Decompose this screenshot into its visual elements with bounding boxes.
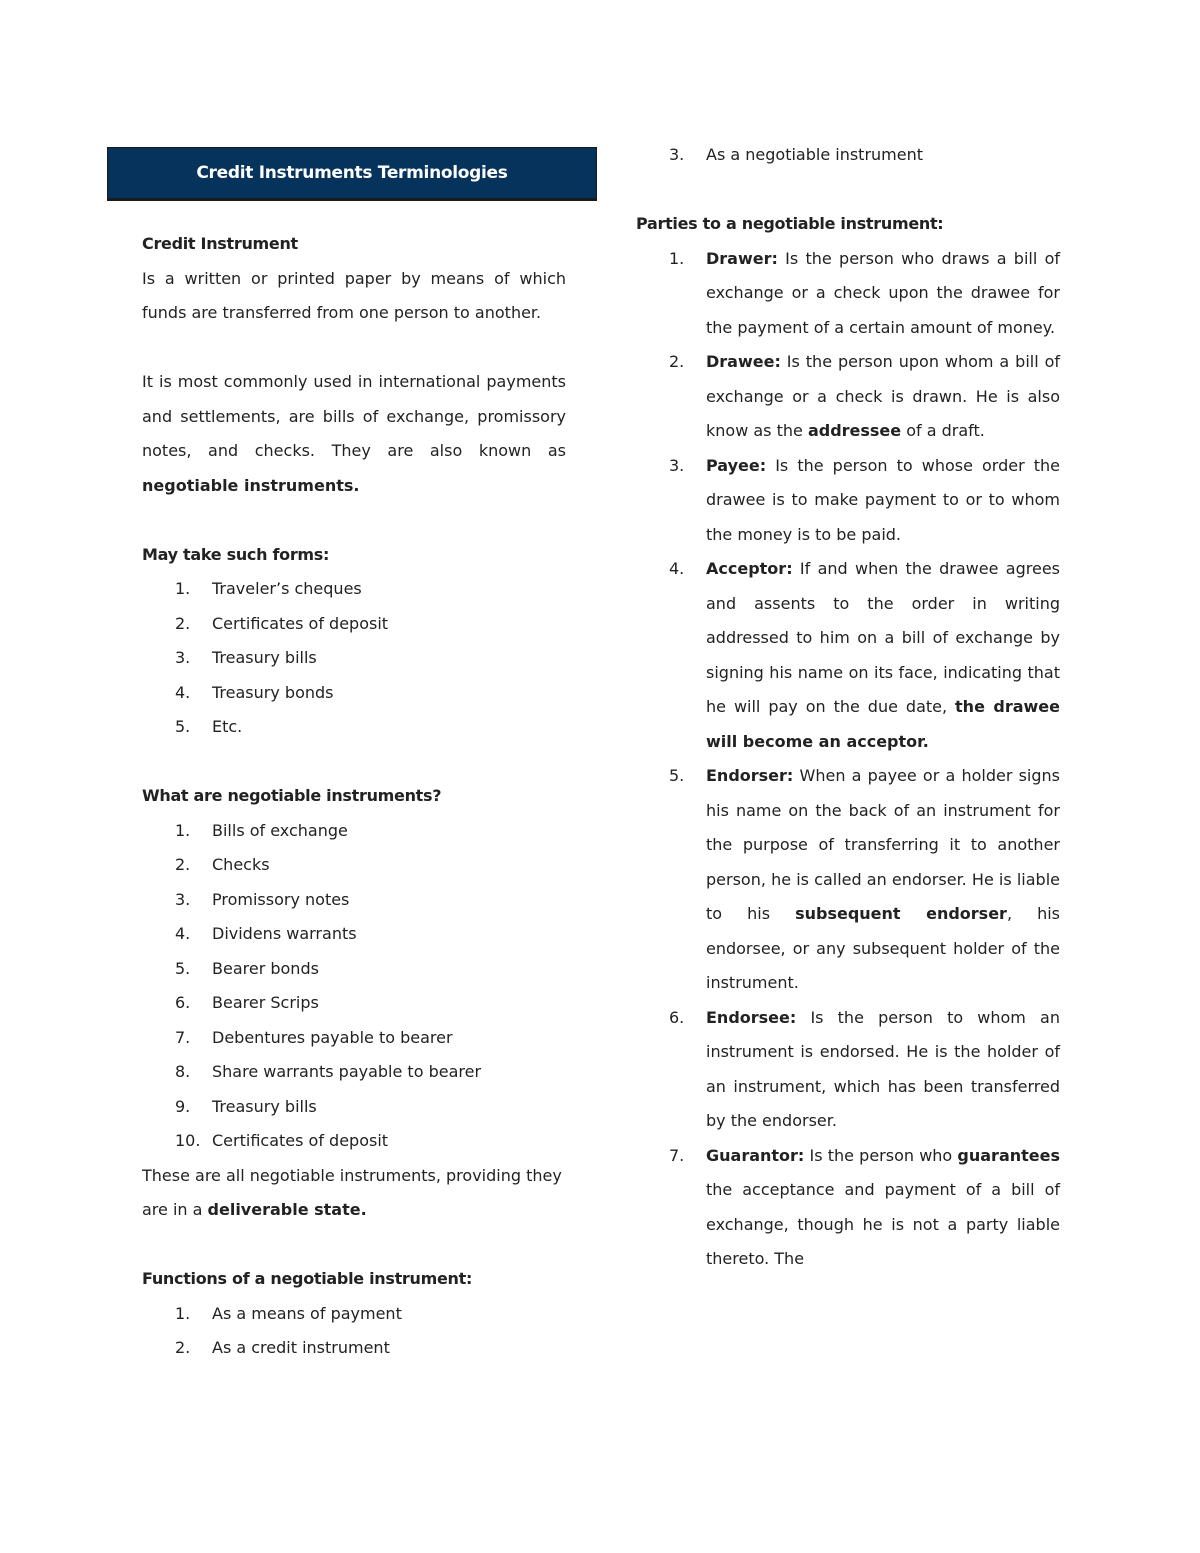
party-text: If and when the drawee agrees and assents to the order in writing addressed to him on a bill of exchange by signing his name on its face, indicating that he will pay on the due date, (706, 559, 1060, 716)
list-item (142, 986, 566, 1021)
list-text: Traveler’s cheques (212, 579, 362, 598)
negotiable-note (142, 1159, 566, 1228)
party-payee (636, 449, 1060, 553)
list-item (142, 917, 566, 952)
list-number: 3. (669, 145, 685, 164)
list-item (142, 1055, 566, 1090)
party-term: Guarantor: (706, 1145, 805, 1165)
list-item (142, 641, 566, 676)
list-number: 5. (175, 717, 191, 736)
list-item (142, 1124, 566, 1159)
list-number: 10. (175, 1131, 201, 1150)
list-item (636, 138, 1060, 173)
party-term: Endorser: (706, 766, 794, 785)
party-text: Is the person to whom an instrument is endorsed. He is the holder of an instrument, which has been transferred by the endorser. (706, 1007, 1060, 1130)
list-text: As a means of payment (212, 1303, 402, 1323)
list-number: 1. (669, 248, 685, 268)
list-text: Dividens warrants (212, 924, 357, 943)
list-text: Checks (212, 855, 270, 874)
party-term: Acceptor: (706, 559, 793, 578)
functions-list (142, 1297, 566, 1366)
party-text: When a payee or a holder signs his name on the back of an instrument for the purpose of transferring it to another person, he is called an endorser. He is liable to his (706, 766, 1060, 923)
party-text: Is the person upon whom a bill of exchange or a check is drawn. He is also know as the (706, 352, 1060, 440)
list-text: As a credit instrument (212, 1338, 390, 1357)
list-number: 6. (175, 993, 191, 1012)
list-text: Bills of exchange (212, 820, 348, 840)
party-text: the acceptance and payment of a bill of exchange, though he is not a party liable thereto. The (706, 1180, 1060, 1268)
list-text: Etc. (212, 717, 243, 736)
party-term: Drawer: (706, 248, 778, 268)
list-number: 4. (175, 682, 191, 702)
list-number: 8. (175, 1062, 191, 1081)
list-number: 5. (669, 766, 685, 785)
list-text: Certificates of deposit (212, 613, 389, 633)
party-bold: guarantees (957, 1145, 1060, 1165)
party-text: Is the person who (804, 1145, 958, 1165)
note-bold: deliverable state. (207, 1200, 367, 1219)
list-number: 3. (175, 889, 191, 909)
party-text: , his endorsee, or any subsequent holder of the instrument. (706, 904, 1061, 992)
list-text: Debentures payable to bearer (212, 1027, 453, 1047)
list-item (142, 1331, 566, 1366)
parties-list (636, 242, 1060, 1277)
negotiable-heading: What are negotiable instruments? (142, 786, 442, 805)
list-number: 7. (175, 1027, 191, 1047)
party-acceptor (636, 552, 1060, 759)
right-column (636, 138, 1060, 1277)
party-term: Payee: (706, 455, 767, 475)
list-item (142, 1090, 566, 1125)
note-text: These are all negotiable instruments, providing they are in a (142, 1165, 562, 1219)
list-text: Bearer bonds (212, 958, 319, 978)
party-drawer (636, 242, 1060, 346)
list-text: Treasury bonds (212, 682, 334, 702)
party-text: Is the person to whose order the drawee is to make payment to or to whom the money is to be paid. (706, 455, 1060, 544)
list-text: Share warrants payable to bearer (212, 1062, 482, 1081)
list-number: 4. (175, 924, 191, 943)
title-banner (107, 147, 597, 201)
list-number: 7. (669, 1145, 685, 1165)
list-item (142, 1297, 566, 1332)
credit-instrument-usage (142, 365, 566, 503)
party-term: Drawee: (706, 352, 781, 371)
list-text: As a negotiable instrument (706, 145, 923, 164)
party-bold: addressee (807, 421, 902, 440)
list-number: 2. (175, 613, 191, 633)
left-column (142, 227, 566, 1366)
party-text: of a draft. (901, 421, 985, 440)
party-text: Is the person who draws a bill of exchange or a check upon the drawee for the payment of a certain amount of money. (706, 248, 1060, 337)
list-item (142, 952, 566, 987)
party-term: Endorsee: (706, 1007, 797, 1027)
list-text: Bearer Scrips (212, 993, 319, 1012)
list-text: Treasury bills (212, 1096, 317, 1116)
usage-text: It is most commonly used in international payments and settlements, are bills of exchange, promissory notes, and checks. They are also known as (142, 372, 566, 460)
list-number: 1. (175, 579, 191, 598)
list-number: 4. (669, 559, 685, 578)
list-text: Promissory notes (212, 889, 350, 909)
party-endorser (636, 759, 1060, 1001)
list-number: 2. (669, 352, 685, 371)
forms-list (142, 572, 566, 745)
list-number: 2. (175, 1338, 191, 1357)
list-item (142, 572, 566, 607)
party-bold: subsequent endorser (795, 904, 1007, 923)
credit-instrument-definition: Is a written or printed paper by means of which funds are transferred from one person to another. (142, 268, 566, 322)
party-guarantor (636, 1139, 1060, 1277)
functions-heading: Functions of a negotiable instrument: (142, 1269, 473, 1288)
party-drawee (636, 345, 1060, 449)
list-item (142, 848, 566, 883)
list-number: 2. (175, 855, 191, 874)
credit-instrument-heading: Credit Instrument (142, 234, 298, 253)
list-item (142, 676, 566, 711)
list-item (142, 710, 566, 745)
forms-heading: May take such forms: (142, 544, 330, 564)
list-item (142, 1021, 566, 1056)
parties-heading: Parties to a negotiable instrument: (636, 214, 944, 233)
party-endorsee (636, 1001, 1060, 1139)
list-number: 3. (669, 455, 685, 475)
list-item (142, 814, 566, 849)
list-number: 1. (175, 820, 191, 840)
usage-bold: negotiable instruments. (142, 475, 360, 495)
list-number: 3. (175, 648, 191, 667)
list-number: 9. (175, 1096, 191, 1116)
list-text: Treasury bills (212, 648, 317, 667)
negotiable-list (142, 814, 566, 1159)
list-number: 5. (175, 958, 191, 978)
list-text: Certificates of deposit (212, 1131, 389, 1150)
party-bold: the drawee will become an acceptor. (706, 697, 1060, 751)
list-number: 1. (175, 1303, 191, 1323)
list-item (142, 607, 566, 642)
list-item (142, 883, 566, 918)
page-title: Credit Instruments Terminologies (196, 163, 508, 183)
list-number: 6. (669, 1007, 685, 1027)
